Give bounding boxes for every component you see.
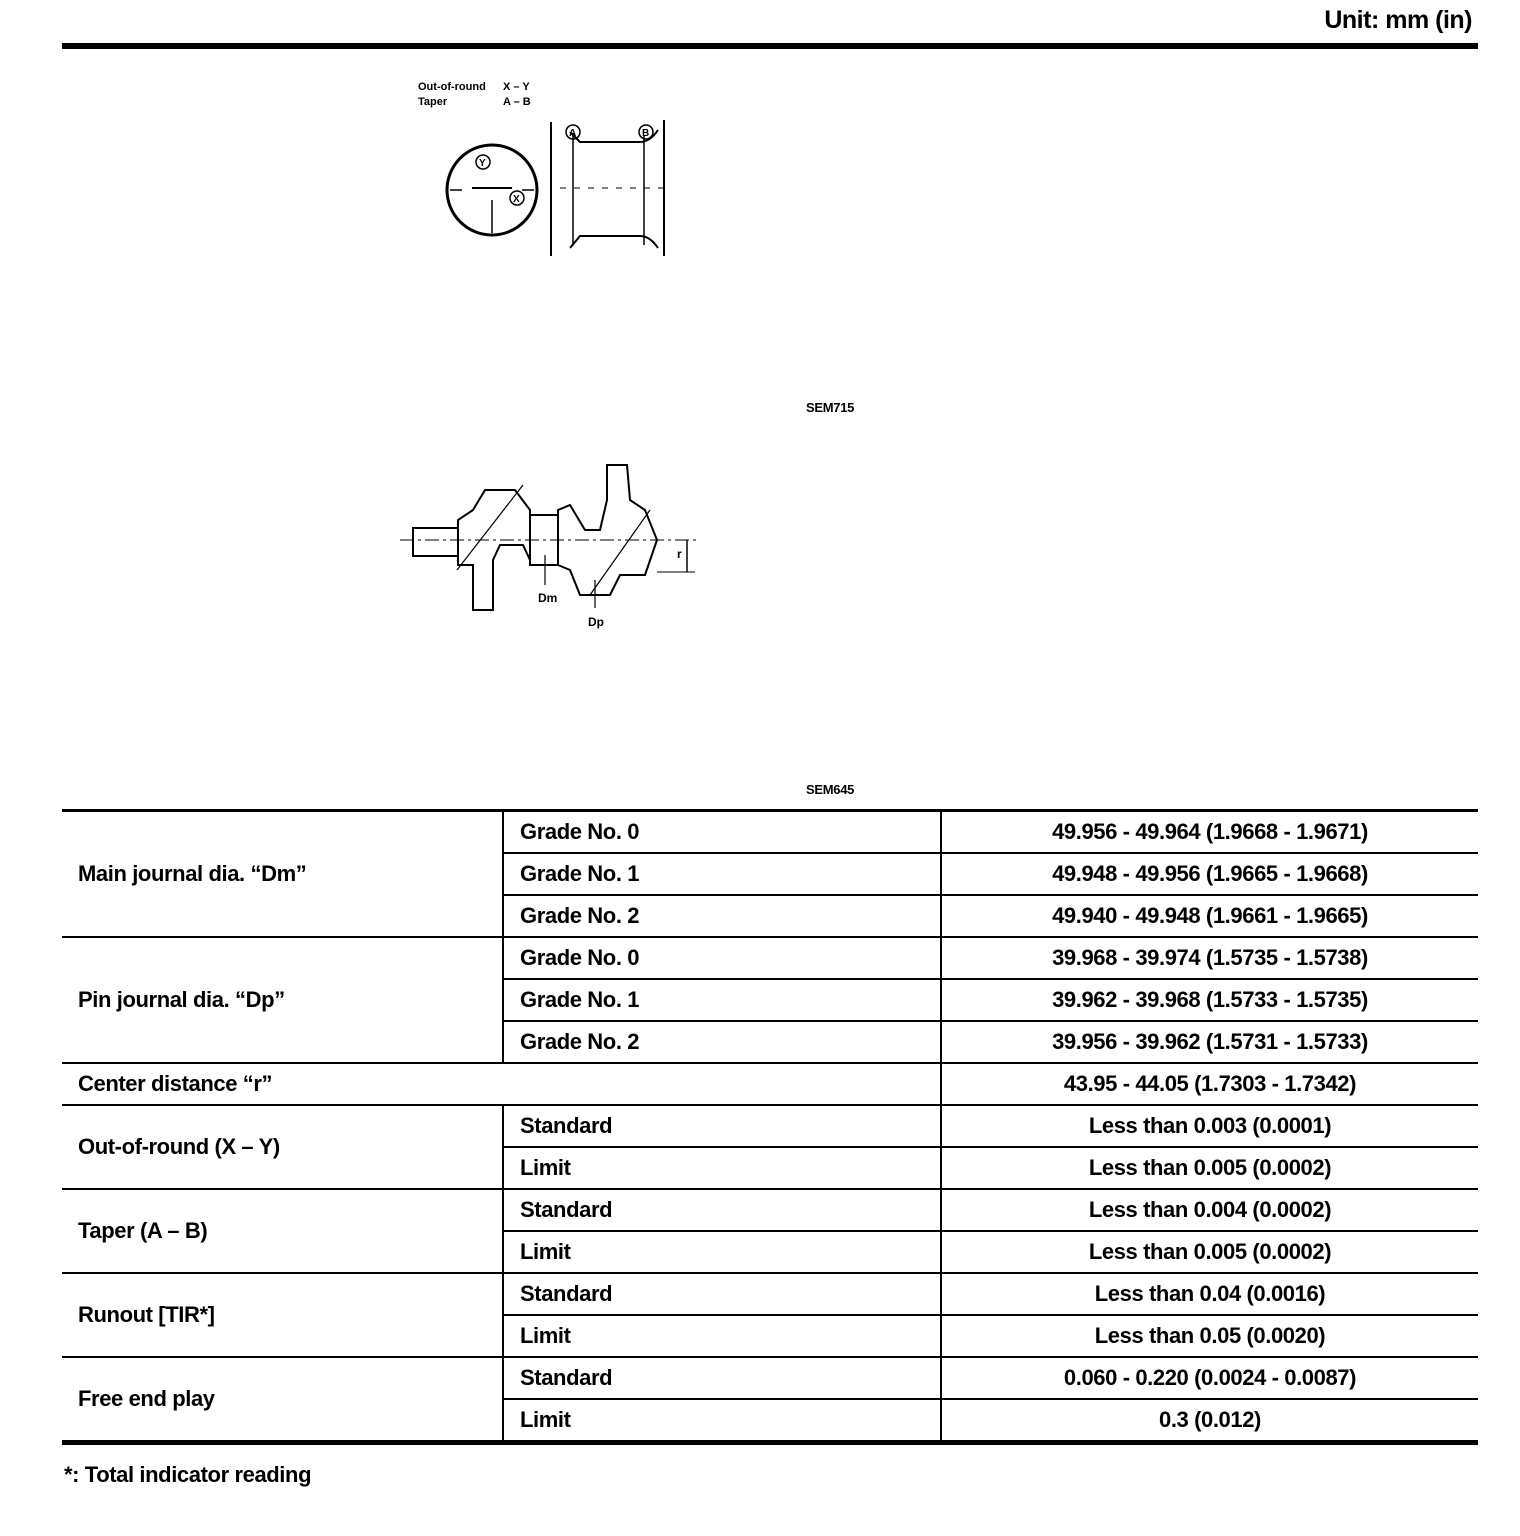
value-cell: 49.948 - 49.956 (1.9665 - 1.9668): [941, 853, 1478, 895]
free-end-play-label: Free end play: [62, 1357, 503, 1443]
crankshaft-diagram: [395, 460, 705, 635]
label-out-of-round: Out-of-round: [418, 81, 486, 93]
label-taper: Taper: [418, 96, 448, 108]
standard-cell: Standard: [503, 1357, 941, 1399]
value-cell: 49.956 - 49.964 (1.9668 - 1.9671): [941, 811, 1478, 854]
table-row: [62, 1273, 1478, 1315]
grade-cell: Grade No. 1: [503, 979, 941, 1021]
label-dm: Dm: [538, 591, 558, 605]
unit-label: Unit: mm (in): [1324, 6, 1472, 34]
taper-label: Taper (A – B): [62, 1189, 503, 1273]
limit-cell: Limit: [503, 1399, 941, 1443]
grade-cell: Grade No. 1: [503, 853, 941, 895]
formula-oor: X – Y: [503, 81, 530, 93]
mark-b: B: [642, 128, 650, 139]
main-journal-label: Main journal dia. “Dm”: [62, 811, 503, 938]
label-dp: Dp: [588, 615, 604, 629]
figure2-id: SEM645: [806, 782, 855, 797]
value-cell: Less than 0.05 (0.0020): [941, 1315, 1478, 1357]
center-distance-label: Center distance “r”: [62, 1063, 941, 1105]
out-of-round-label: Out-of-round (X – Y): [62, 1105, 503, 1189]
table-row: [62, 1063, 1478, 1105]
journal-measurement-diagram: [410, 70, 710, 270]
value-cell: Less than 0.04 (0.0016): [941, 1273, 1478, 1315]
value-cell: 43.95 - 44.05 (1.7303 - 1.7342): [941, 1063, 1478, 1105]
formula-taper: A – B: [503, 96, 531, 108]
grade-cell: Grade No. 2: [503, 895, 941, 937]
value-cell: 39.956 - 39.962 (1.5731 - 1.5733): [941, 1021, 1478, 1063]
pin-journal-label: Pin journal dia. “Dp”: [62, 937, 503, 1063]
table-row: [62, 811, 1478, 854]
value-cell: Less than 0.004 (0.0002): [941, 1189, 1478, 1231]
grade-cell: Grade No. 2: [503, 1021, 941, 1063]
mark-x: X: [513, 194, 520, 205]
table-row: [62, 1189, 1478, 1231]
table-row: [62, 937, 1478, 979]
value-cell: 0.060 - 0.220 (0.0024 - 0.0087): [941, 1357, 1478, 1399]
table-row: [62, 1357, 1478, 1399]
value-cell: Less than 0.003 (0.0001): [941, 1105, 1478, 1147]
value-cell: Less than 0.005 (0.0002): [941, 1147, 1478, 1189]
footnote: *: Total indicator reading: [64, 1462, 312, 1487]
top-rule: [62, 43, 1478, 49]
table-row: [62, 1105, 1478, 1147]
value-cell: Less than 0.005 (0.0002): [941, 1231, 1478, 1273]
label-r: r: [677, 547, 682, 561]
value-cell: 49.940 - 49.948 (1.9661 - 1.9665): [941, 895, 1478, 937]
grade-cell: Grade No. 0: [503, 811, 941, 854]
value-cell: 39.968 - 39.974 (1.5735 - 1.5738): [941, 937, 1478, 979]
figure1-id: SEM715: [806, 400, 855, 415]
crankshaft-spec-table: [62, 809, 1478, 1445]
limit-cell: Limit: [503, 1315, 941, 1357]
limit-cell: Limit: [503, 1231, 941, 1273]
standard-cell: Standard: [503, 1189, 941, 1231]
value-cell: 0.3 (0.012): [941, 1399, 1478, 1443]
standard-cell: Standard: [503, 1105, 941, 1147]
standard-cell: Standard: [503, 1273, 941, 1315]
grade-cell: Grade No. 0: [503, 937, 941, 979]
limit-cell: Limit: [503, 1147, 941, 1189]
value-cell: 39.962 - 39.968 (1.5733 - 1.5735): [941, 979, 1478, 1021]
mark-a: A: [569, 128, 577, 139]
mark-y: Y: [479, 158, 486, 169]
runout-label: Runout [TIR*]: [62, 1273, 503, 1357]
